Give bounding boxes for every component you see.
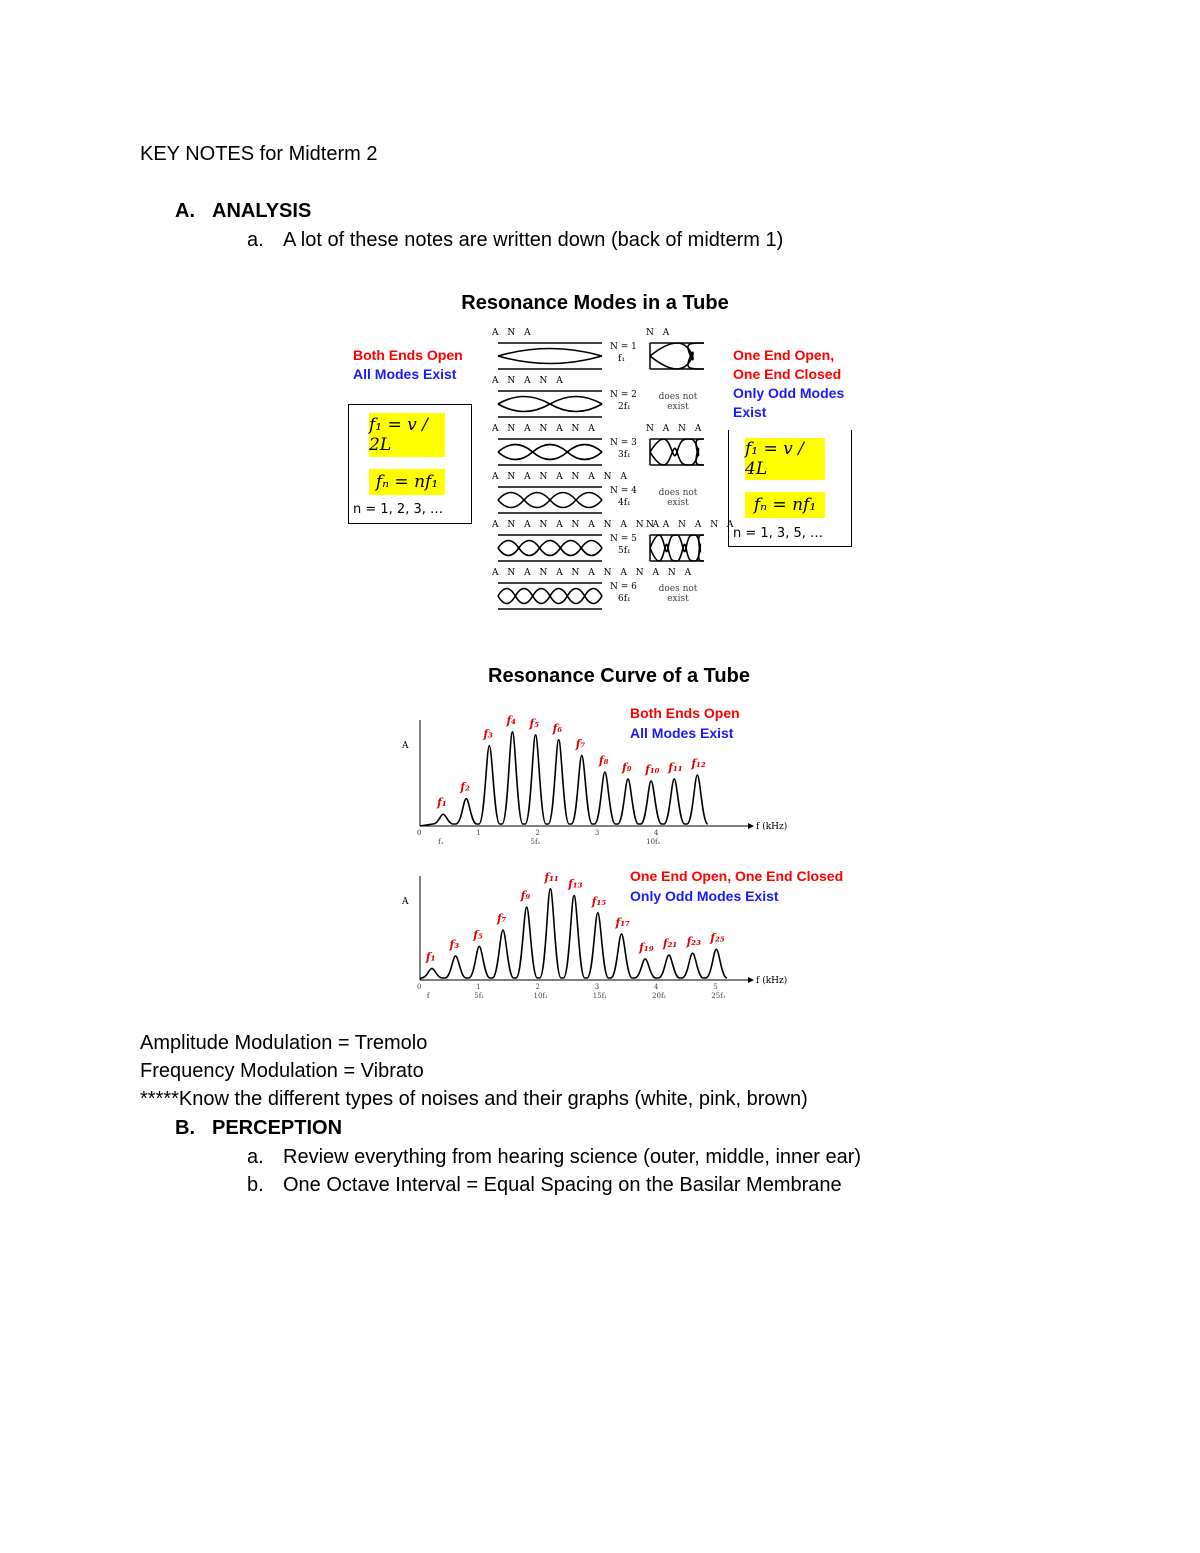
peak-label: f₇ <box>575 737 586 751</box>
peak-label: f₅ <box>529 716 540 730</box>
mode-row-an-label: A N A N A N A N A N A N A <box>492 568 695 578</box>
wave-loop-lower <box>650 548 659 561</box>
wave-loop-lower <box>688 356 704 369</box>
wave-loop-lower <box>664 448 678 465</box>
peak-label: f₂₁ <box>662 937 678 951</box>
wave-loop-lower <box>515 596 532 604</box>
peak-label: f₁₉ <box>639 940 654 954</box>
mode-row-freq: 6f₁ <box>618 594 631 604</box>
mode-row-closed-an-label: N A N A <box>646 424 705 434</box>
x-subtick-label: 10f₁ <box>533 992 548 1000</box>
chart2-legend-2: Only Odd Modes Exist <box>630 888 779 904</box>
mode-row-does-not-exist: does not exist <box>658 392 698 412</box>
chart2-legend-1: One End Open, One End Closed <box>630 868 844 884</box>
mode-row-wave-open <box>496 341 604 371</box>
right-formula-box <box>728 430 852 547</box>
peak-label: f₁₁ <box>544 870 559 884</box>
wave-loop-upper <box>688 343 704 356</box>
peak-label: f₃ <box>449 938 460 951</box>
wave-loop-upper <box>550 493 576 501</box>
wave-loop-lower <box>540 548 561 556</box>
wave-loop-lower <box>498 404 550 412</box>
mode-row-an-label: A N A N A N A N A N A <box>492 520 662 530</box>
x-axis-label: f (kHz) <box>756 976 788 986</box>
peak-label: f₅ <box>473 928 483 942</box>
wave-loop-upper <box>650 343 677 356</box>
left-formula-box <box>348 404 472 524</box>
wave-loop-lower <box>498 548 519 556</box>
wave-loop-upper <box>585 589 602 597</box>
line-amplitude-modulation: Amplitude Modulation = Tremolo <box>140 1032 428 1054</box>
line-noise-types: *****Know the different types of noises and their graphs (white, pink, brown) <box>140 1088 808 1110</box>
x-tick-label: 0 <box>417 829 422 837</box>
wave-loop-lower <box>576 500 602 508</box>
mode-row-wave-open <box>496 581 604 611</box>
x-subtick-label: 20f₁ <box>652 992 667 1000</box>
mode-row-n: N = 6 <box>610 582 637 592</box>
peak-label: f₁₀ <box>645 762 660 776</box>
x-tick-label: 1 <box>476 983 481 991</box>
y-axis-label: A <box>402 741 409 751</box>
wave-loop-upper <box>550 397 602 405</box>
left-n-values: n = 1, 2, 3, … <box>353 502 444 517</box>
peak-label: f₁₅ <box>591 894 607 908</box>
x-tick-label: 4 <box>654 983 659 991</box>
peak-label: f₁₂ <box>691 757 706 771</box>
wave-loop-upper <box>524 493 550 501</box>
wave-loop-lower <box>677 544 686 561</box>
section-b-heading: PERCEPTION <box>212 1117 343 1139</box>
wave-loop-lower <box>581 548 602 556</box>
wave-loop-upper <box>533 589 550 597</box>
x-tick-label: 4 <box>654 829 659 837</box>
mode-row-n: N = 3 <box>610 438 637 448</box>
mode-row-freq: f₁ <box>618 354 625 364</box>
x-tick-label: 1 <box>476 829 481 837</box>
item-b-b-marker: b. <box>247 1174 264 1196</box>
wave-loop-lower <box>498 500 524 508</box>
mode-row-wave-open <box>496 533 604 563</box>
resonance-curve-both-open <box>395 700 795 850</box>
wave-loop-lower <box>677 452 691 465</box>
x-axis-label: f (kHz) <box>756 822 788 832</box>
wave-loop-lower <box>550 500 576 508</box>
peak-label: f₂₃ <box>686 935 701 949</box>
x-tick-label: 0 <box>417 983 422 991</box>
x-axis-arrow <box>748 977 754 983</box>
resonance-curve-line <box>420 732 708 826</box>
peak-label: f₂ <box>460 780 470 794</box>
peak-label: f₁ <box>425 950 436 964</box>
wave-loop-upper <box>498 589 515 597</box>
item-b-a-text: Review everything from hearing science (outer, middle, inner ear) <box>283 1146 862 1168</box>
x-subtick-label: f₁ <box>438 838 444 846</box>
right-label-odd-modes: Only Odd Modes <box>733 385 845 401</box>
wave-loop-upper <box>560 541 581 549</box>
section-b-marker: B. <box>175 1117 195 1139</box>
peak-label: f₈ <box>598 754 609 768</box>
mode-row-an-label: A N A <box>492 328 534 338</box>
wave-loop-upper <box>677 535 686 552</box>
item-b-b-text: One Octave Interval = Equal Spacing on the Basilar Membrane <box>283 1174 842 1196</box>
wave-loop-upper <box>540 541 561 549</box>
wave-loop-upper <box>650 439 664 452</box>
peak-label: f₆ <box>552 721 563 735</box>
wave-loop-upper <box>533 445 568 453</box>
mode-row-freq: 5f₁ <box>618 546 631 556</box>
right-formula-fn: fₙ = nf₁ <box>745 492 825 518</box>
item-b-a-marker: a. <box>247 1146 264 1168</box>
right-formula-f1: f₁ = v / 4L <box>745 438 825 480</box>
left-label-all-modes: All Modes Exist <box>353 366 457 382</box>
x-subtick-label: 10f₁ <box>646 838 661 846</box>
mode-row-closed-an-label: N A <box>646 328 673 338</box>
section-a-marker: A. <box>175 200 195 222</box>
wave-loop-upper <box>650 535 659 548</box>
x-subtick-label: 5f₁ <box>474 992 485 1000</box>
wave-loop-upper <box>659 535 668 552</box>
wave-loop-upper <box>581 541 602 549</box>
wave-loop-lower <box>567 596 584 604</box>
peak-label: f₂₅ <box>710 931 725 945</box>
wave-loop-lower <box>498 452 533 460</box>
wave-loop-lower <box>585 596 602 604</box>
wave-loop-lower <box>650 452 664 465</box>
section-a-heading: ANALYSIS <box>212 200 312 222</box>
peak-label: f₃ <box>483 727 493 741</box>
wave-loop-lower <box>686 548 695 561</box>
chart1-legend-2: All Modes Exist <box>630 725 734 741</box>
x-subtick-label: f <box>426 992 430 1000</box>
wave-loop-upper <box>498 541 519 549</box>
mode-row-an-label: A N A N A N A <box>492 424 598 434</box>
x-subtick-label: 25f₁ <box>711 992 726 1000</box>
x-tick-label: 2 <box>535 829 540 837</box>
peak-label: f₉ <box>622 760 632 774</box>
wave-loop-upper <box>699 535 704 548</box>
peak-label: f₁₁ <box>668 760 683 774</box>
mode-row-wave-open <box>496 437 604 467</box>
wave-loop-lower <box>533 452 568 460</box>
item-a-text: A lot of these notes are written down (back of midterm 1) <box>283 229 784 251</box>
wave-loop-upper <box>664 439 678 456</box>
x-tick-label: 3 <box>594 983 600 991</box>
mode-row-n: N = 5 <box>610 534 637 544</box>
mode-row-an-label: A N A N A N A N A <box>492 472 630 482</box>
mode-row-an-label: A N A N A <box>492 376 566 386</box>
peak-label: f₇ <box>496 912 507 926</box>
mode-row-does-not-exist: does not exist <box>658 488 698 508</box>
wave-loop-upper <box>567 445 602 453</box>
mode-row-freq: 3f₁ <box>618 450 631 460</box>
chart1-legend-1: Both Ends Open <box>630 705 740 721</box>
mode-row-wave-open <box>496 389 604 419</box>
wave-loop-upper <box>576 493 602 501</box>
right-label-exist: Exist <box>733 404 767 420</box>
wave-loop-lower <box>668 548 677 561</box>
x-tick-label: 2 <box>535 983 540 991</box>
wave-loop-upper <box>686 535 695 548</box>
mode-row-wave-closed <box>648 533 706 563</box>
wave-loop-lower <box>498 596 515 604</box>
mode-row-wave-closed <box>648 341 706 371</box>
wave-loop-lower <box>550 596 567 604</box>
wave-loop-lower <box>659 544 668 561</box>
right-label-one-open: One End Open, <box>733 347 835 363</box>
wave-loop-upper <box>498 397 550 405</box>
y-axis-label: A <box>402 897 409 907</box>
wave-loop-upper <box>550 589 567 597</box>
peak-label: f₉ <box>520 889 531 903</box>
wave-loop-lower <box>550 404 602 412</box>
wave-loop-upper <box>567 589 584 597</box>
left-formula-f1: f₁ = v / 2L <box>369 413 445 457</box>
curve-figure-title: Resonance Curve of a Tube <box>488 665 750 687</box>
x-axis-arrow <box>748 823 754 829</box>
mode-row-n: N = 1 <box>610 342 637 352</box>
wave-loop-upper <box>519 541 540 549</box>
item-a-marker: a. <box>247 229 264 251</box>
mode-row-does-not-exist: does not exist <box>658 584 698 604</box>
right-label-one-closed: One End Closed <box>733 366 842 382</box>
left-formula-fn: fₙ = nf₁ <box>369 469 445 495</box>
document-title: KEY NOTES for Midterm 2 <box>140 143 378 165</box>
wave-loop-lower <box>650 356 677 369</box>
mode-row-n: N = 2 <box>610 390 637 400</box>
x-subtick-label: 5f₁ <box>530 838 541 846</box>
wave-loop-lower <box>560 548 581 556</box>
wave-loop-upper <box>498 493 524 501</box>
wave-loop-lower <box>699 548 704 561</box>
wave-loop-upper <box>498 445 533 453</box>
peak-label: f₁₃ <box>568 877 583 891</box>
line-frequency-modulation: Frequency Modulation = Vibrato <box>140 1060 424 1082</box>
mode-row-freq: 4f₁ <box>618 498 631 508</box>
peak-label: f₄ <box>506 713 517 727</box>
left-label-both-open: Both Ends Open <box>353 347 463 363</box>
right-n-values: n = 1, 3, 5, … <box>733 526 824 541</box>
wave-loop-upper <box>515 589 532 597</box>
modes-rows <box>490 328 737 618</box>
wave-loop-upper <box>677 439 691 452</box>
x-tick-label: 5 <box>713 983 718 991</box>
wave-loop-lower <box>533 596 550 604</box>
modes-figure-title: Resonance Modes in a Tube <box>461 292 729 314</box>
wave-loop-lower <box>524 500 550 508</box>
mode-row-wave-closed <box>648 437 706 467</box>
mode-row-freq: 2f₁ <box>618 402 631 412</box>
x-tick-label: 3 <box>594 829 600 837</box>
wave-loop-upper <box>668 535 677 548</box>
peak-label: f₁ <box>437 796 447 810</box>
wave-loop-lower <box>567 452 602 460</box>
wave-loop-lower <box>498 356 602 364</box>
mode-row-closed-an-label: N A N A N A <box>646 520 737 530</box>
x-subtick-label: 15f₁ <box>592 992 608 1000</box>
mode-row-n: N = 4 <box>610 486 637 496</box>
wave-loop-lower <box>519 548 540 556</box>
peak-label: f₁₇ <box>615 915 630 929</box>
mode-row-wave-open <box>496 485 604 515</box>
wave-loop-upper <box>498 349 602 357</box>
